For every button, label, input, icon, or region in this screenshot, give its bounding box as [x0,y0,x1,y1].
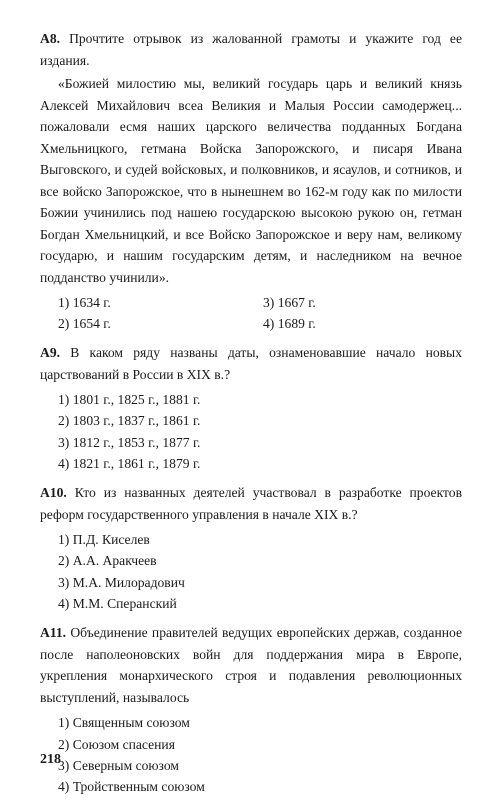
question-text: А9. В каком ряду названы даты, ознаменовавшие начало новых царствований в России в XIX в.? [40,345,462,382]
answer-options [58,529,462,614]
answer-option[interactable]: 4) 1821 г., 1861 г., 1879 г. [58,455,201,471]
page-number: 218 [40,752,61,767]
question-a11 [40,622,462,797]
question-number: А11. [40,625,67,641]
answer-option[interactable]: 1) 1801 г., 1825 г., 1881 г. [58,392,201,407]
question-number: А10. [40,485,67,501]
answer-option[interactable]: 2) Союзом спасения [58,736,175,752]
answer-option[interactable]: 4) 1689 г. [263,316,316,331]
answer-option[interactable]: 3) 1812 г., 1853 г., 1877 г. [58,434,201,450]
answer-option[interactable]: 1) П.Д. Киселев [58,532,150,548]
answer-options [58,712,462,797]
answer-option[interactable]: 1) Священным союзом [58,715,190,731]
page-content [40,28,462,798]
question-a10 [40,482,462,614]
answer-option[interactable]: 1) 1634 г. [58,295,111,310]
answer-option[interactable]: 4) М.М. Сперанский [58,596,177,612]
answer-option[interactable]: 3) 1667 г. [263,295,316,310]
answer-option[interactable]: 4) Тройственным союзом [58,779,205,795]
answer-options [58,389,462,474]
question-text: А10. Кто из названных деятелей участвовал в разработке проектов реформ государственного управления в начале XIX в.? [40,485,462,522]
question-number: А8. [40,31,61,46]
charter-excerpt: «Божией милостию мы, великий государь царь и великий князь Алексей Михайлович всеа Великия и Малыя России самодержец... пожаловали есмя наших царского величества подданных Богдана Хмельницкого, гетмана Войска Запорожского, и писаря Ивана Выговского, и судей войсковых, и полковников, и ясаулов, и сотников, и все войско Запорожское, что в нынешнем во 162-м году как по милости Божии учинились под нашею государскою высокою рукою он, гетман Богдан Хмельницкий, и все Войско Запорожское и веру нам, великому государю, и нашим государским детям, и наследником на вечное подданство учинили». [40,76,462,285]
question-text: А11. Объединение правителей ведущих европейских держав, созданное после наполеоновских войн для поддержания мира в Европе, укрепления монархического строя и подавления революционных выступлений, называлось [40,625,462,705]
question-a9 [40,342,462,474]
answer-option[interactable]: 2) 1803 г., 1837 г., 1861 г. [58,413,201,429]
answer-option[interactable]: 3) Северным союзом [58,757,179,773]
answer-option[interactable]: 2) А.А. Аракчеев [58,553,157,569]
answer-option[interactable]: 2) 1654 г. [58,316,111,331]
answer-options [58,292,462,334]
question-number: А9. [40,345,61,360]
question-text: А8. Прочтите отрывок из жалованной грамоты и укажите год ее издания. [40,31,462,68]
answer-option[interactable]: 3) М.А. Милорадович [58,574,185,590]
question-a8 [40,28,462,334]
